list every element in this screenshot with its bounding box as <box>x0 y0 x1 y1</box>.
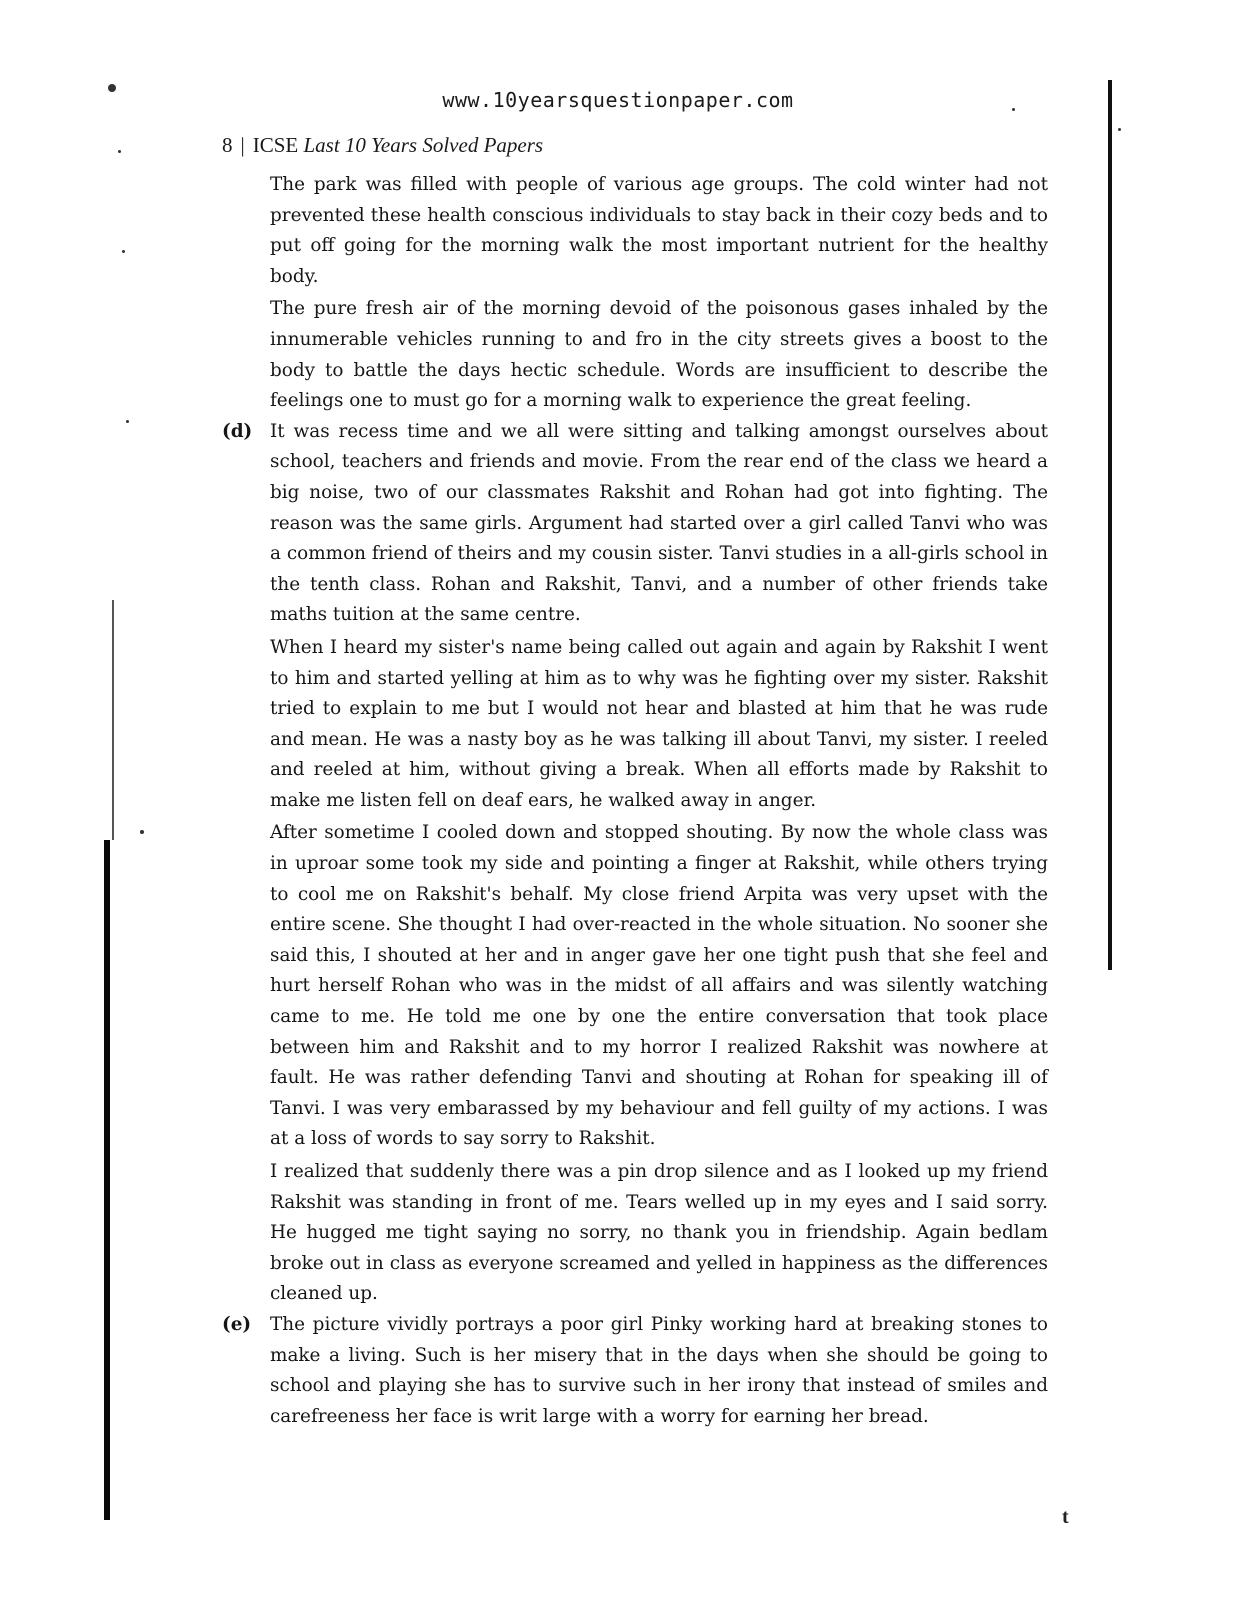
running-head <box>222 133 543 158</box>
scan-speck <box>1118 128 1121 131</box>
book-prefix: ICSE <box>252 133 299 157</box>
scan-speck <box>118 150 121 153</box>
item-d-paragraph-1: It was recess time and we all were sitting and talking amongst ourselves about school, teachers and friends and movie. From the rear end of the class we heard a big noise, two of our classmates Rakshit and Rohan had got into fighting. The reason was the same girls. Argument had started over a girl called Tanvi who was a common friend of theirs and my cousin sister. Tanvi studies in a all-girls school in the tenth class. Rohan and Rakshit, Tanvi, and a number of other friends take maths tuition at the same centre. <box>270 420 1048 626</box>
item-d-paragraph-4: I realized that suddenly there was a pin drop silence and as I looked up my friend Rakshit was standing in front of me. Tears welled up in my eyes and I said sorry. He hugged me tight saying no sorry, no thank you in friendship. Again bedlam broke out in class as everyone screamed and yelled in happiness as the differences cleaned up. <box>270 1161 1048 1305</box>
item-d-paragraph-3: After sometime I cooled down and stopped shouting. By now the whole class was in uproar some took my side and pointing a finger at Rakshit, while others trying to cool me on Rakshit's behalf. My close friend Arpita was very upset with the entire scene. She thought I had over-reacted in the whole situation. No sooner she said this, I shouted at her and in anger gave her one tight push that she feel and hurt herself Rohan who was in the midst of all affairs and was silently watching came to me. He told me one by one the entire conversation that took place between him and Rakshit and to my horror I realized Rakshit was nowhere at fault. He was rather defending Tanvi and shouting at Rohan for speaking ill of Tanvi. I was very embarassed by my behaviour and fell guilty of my actions. I was at a loss of words to say sorry to Rakshit. <box>270 822 1048 1150</box>
running-head-separator: | <box>240 133 245 157</box>
site-watermark: www.10yearsquestionpaper.com <box>442 88 794 112</box>
book-title: Last 10 Years Solved Papers <box>303 133 544 157</box>
scan-speck <box>140 830 144 834</box>
scan-left-border <box>104 840 110 1520</box>
page-content <box>222 170 1048 1432</box>
footer-mark: t <box>1062 1506 1069 1528</box>
intro-paragraph-1: The park was filled with people of various age groups. The cold winter had not prevented these health conscious individuals to stay back in their cozy beds and to put off going for the morning walk the most important nutrient for the healthy body. <box>270 174 1048 287</box>
scan-left-border-faint <box>112 600 114 840</box>
item-label-d: (d) <box>222 420 253 442</box>
item-label-e: (e) <box>222 1313 252 1335</box>
scan-speck <box>126 420 129 423</box>
scan-right-border <box>1108 80 1112 970</box>
answer-item-e <box>222 1310 1048 1432</box>
item-d-paragraph-2: When I heard my sister's name being called out again and again by Rakshit I went to him and started yelling at him as to why was he fighting over my sister. Rakshit tried to explain to me but I would not hear and blasted at him that he was rude and mean. He was a nasty boy as he was talking ill about Tanvi, my sister. I reeled and reeled at him, without giving a break. When all efforts made by Rakshit to make me listen fell on deaf ears, he walked away in anger. <box>270 636 1048 811</box>
scan-speck <box>122 250 125 253</box>
page-number: 8 <box>222 133 233 157</box>
answer-item-d <box>222 417 1048 1310</box>
intro-paragraph-2: The pure fresh air of the morning devoid of the poisonous gases inhaled by the innumerable vehicles running to and fro in the city streets gives a boost to the body to battle the days hectic schedule. Words are insufficient to describe the feelings one to must go for a morning walk to experience the great feeling. <box>270 298 1048 412</box>
item-e-paragraph-1: The picture vividly portrays a poor girl Pinky working hard at breaking stones to make a living. Such is her misery that in the days when she should be going to school and playing she has to survive such in her irony that instead of smiles and carefreeness her face is writ large with a worry for earning her bread. <box>270 1313 1048 1427</box>
